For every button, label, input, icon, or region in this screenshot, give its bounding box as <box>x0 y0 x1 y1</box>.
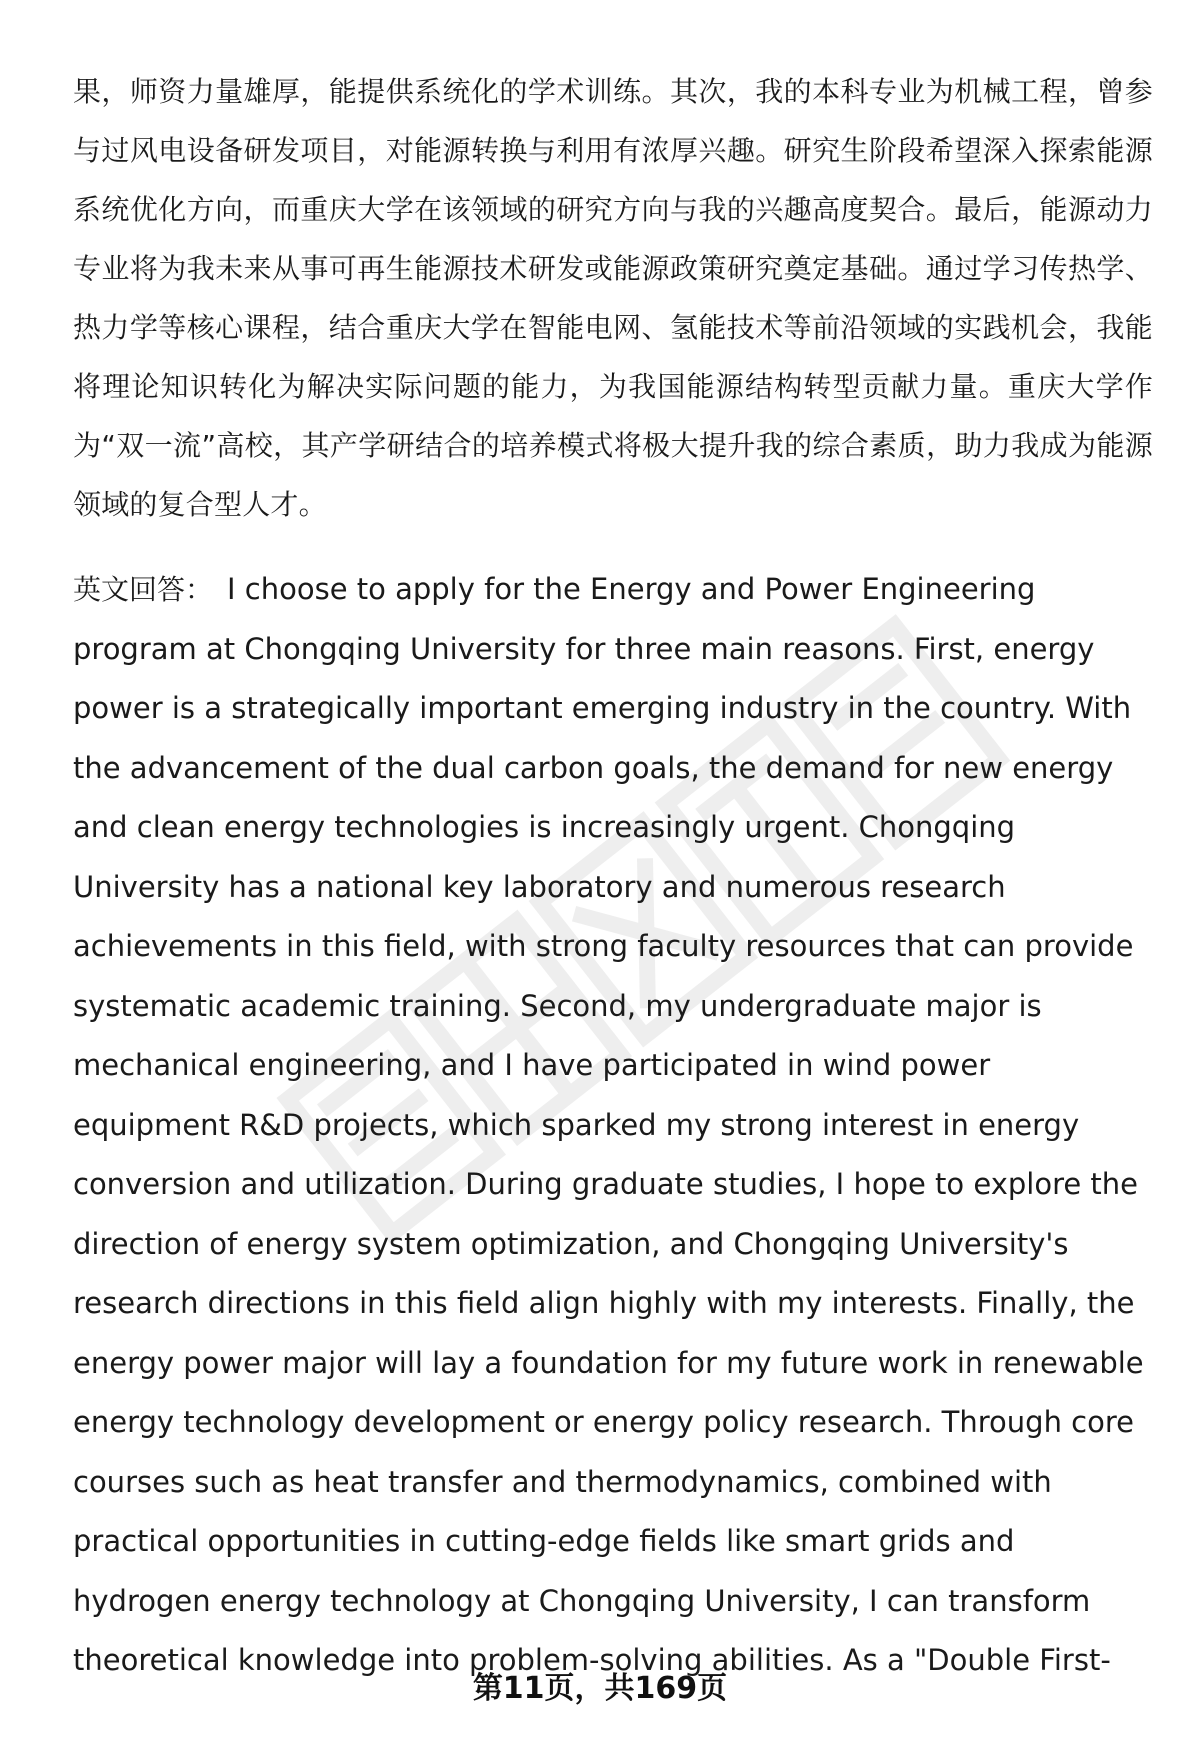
page-content <box>73 62 1153 1691</box>
page-number: 第11页，共169页 <box>472 1671 728 1706</box>
english-answer-label: 英文回答： <box>73 573 214 606</box>
english-answer-text: I choose to apply for the Energy and Power Engineering program at Chongqing University for three main reasons. First, energy power is a strategically important emerging industry in the country. With the advancement of the dual carbon goals, the demand for new energy and clean energy technologies is increasingly urgent. Chongqing University has a national key laboratory and numerous research achievements in this field, with strong faculty resources that can provide systematic academic training. Second, my undergraduate major is mechanical engineering, and I have participated in wind power equipment R&D projects, which sparked my strong interest in energy conversion and utilization. During graduate studies, I hope to explore the direction of energy system optimization, and Chongqing University's research directions in this field align highly with my interests. Finally, the energy power major will lay a foundation for my future work in renewable energy technology development or energy policy research. Through core courses such as heat transfer and thermodynamics, combined with practical opportunities in cutting-edge fields like smart grids and hydrogen energy technology at Chongqing University, I can transform theoretical knowledge into problem-solving abilities. As a "Double First- <box>73 572 1144 1677</box>
chinese-answer-paragraph: 果，师资力量雄厚，能提供系统化的学术训练。其次，我的本科专业为机械工程，曾参与过风电设备研发项目，对能源转换与利用有浓厚兴趣。研究生阶段希望深入探索能源系统优化方向，而重庆大学在该领域的研究方向与我的兴趣高度契合。最后，能源动力专业将为我未来从事可再生能源技术研发或能源政策研究奠定基础。通过学习传热学、热力学等核心课程，结合重庆大学在智能电网、氢能技术等前沿领域的实践机会，我能将理论知识转化为解决实际问题的能力，为我国能源结构转型贡献力量。重庆大学作为“双一流”高校，其产学研结合的培养模式将极大提升我的综合素质，助力我成为能源领域的复合型人才。 <box>73 75 1153 521</box>
english-answer-paragraph <box>73 560 1153 1691</box>
